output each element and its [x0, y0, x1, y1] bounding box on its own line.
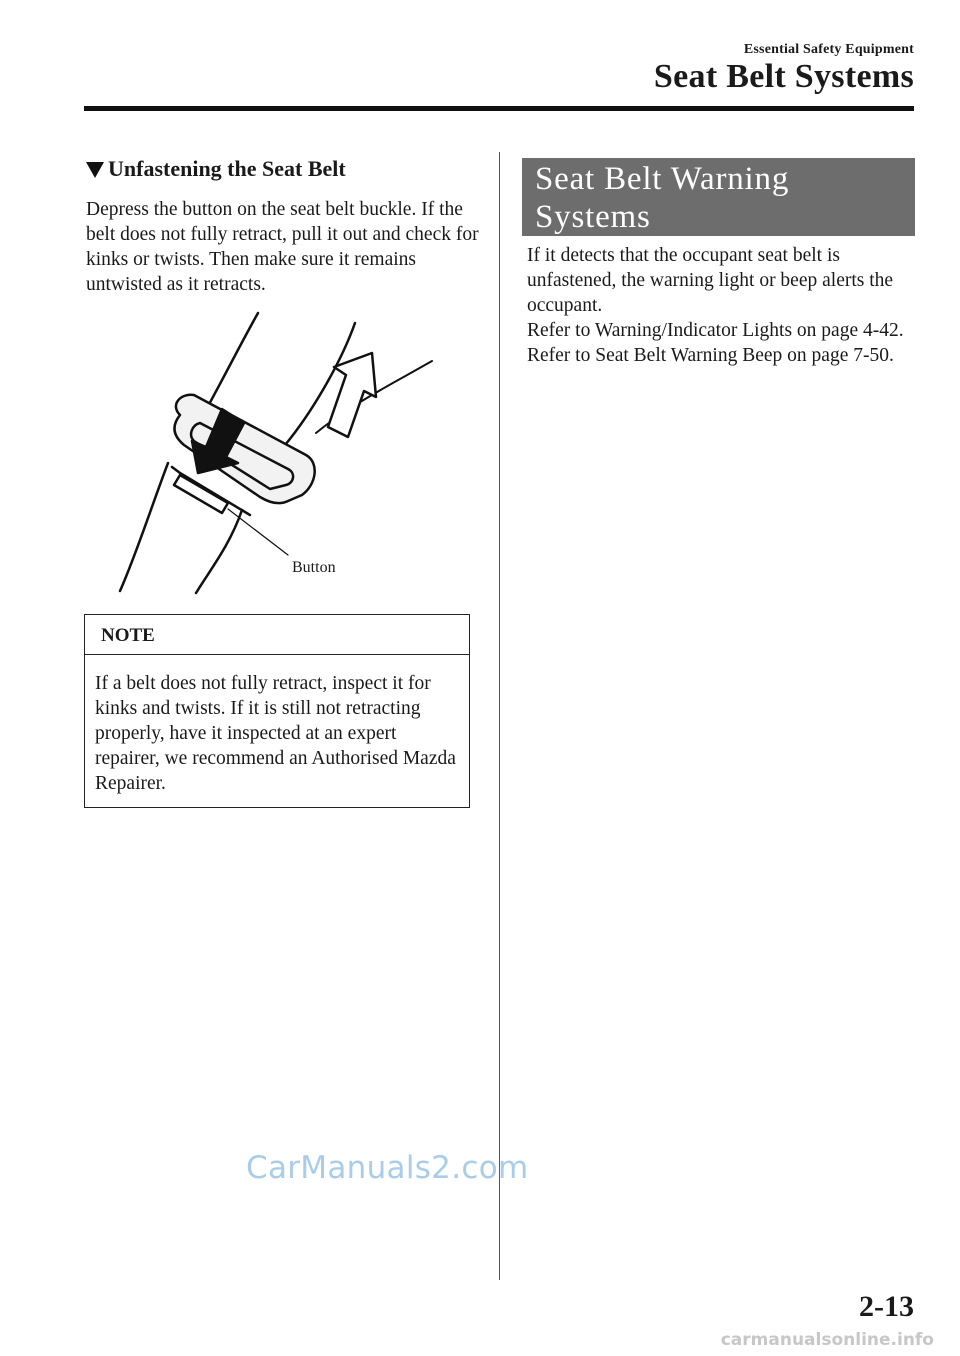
- watermark-text: CarManuals2.com: [246, 1150, 529, 1186]
- section-heading: [86, 156, 346, 182]
- section-heading-text: Unfastening the Seat Belt: [108, 156, 346, 181]
- page-number: 2-13: [859, 1290, 914, 1323]
- header-rule: [84, 106, 914, 111]
- section-banner: [522, 158, 915, 236]
- section-body: Depress the button on the seat belt buckle. If the belt does not fully retract, pull it out and check for kinks or twists. Then make sure it remains untwisted as it retracts.: [86, 199, 479, 295]
- footer-site-text: carmanualsonline.info: [720, 1330, 934, 1350]
- buckle-drawing: [110, 305, 450, 597]
- header-section: Essential Safety Equipment: [743, 42, 914, 57]
- banner-line-2: Systems: [535, 199, 651, 235]
- header-title: Seat Belt Systems: [653, 58, 914, 95]
- buckle-illustration: [110, 305, 450, 597]
- note-heading: NOTE: [85, 615, 469, 655]
- warning-paragraph-1: If it detects that the occupant seat belt is unfastened, the warning light or beep alerts the occupant.: [527, 245, 894, 316]
- note-text: If a belt does not fully retract, inspect it for kinks and twists. If it is still not retracting properly, have it inspected at an expert repairer, we recommend an Authorised Mazda Repairer.: [95, 673, 456, 794]
- banner-line-1: Seat Belt Warning: [535, 161, 790, 197]
- figure-label-button: Button: [292, 559, 336, 576]
- column-divider: [499, 152, 500, 1280]
- note-box: [84, 614, 470, 808]
- warning-paragraph-3: Refer to Seat Belt Warning Beep on page 7-50.: [527, 345, 894, 366]
- warning-systems-text: [527, 243, 922, 368]
- warning-paragraph-2: Refer to Warning/Indicator Lights on page 4-42.: [527, 320, 904, 341]
- triangle-bullet-icon: [86, 162, 104, 178]
